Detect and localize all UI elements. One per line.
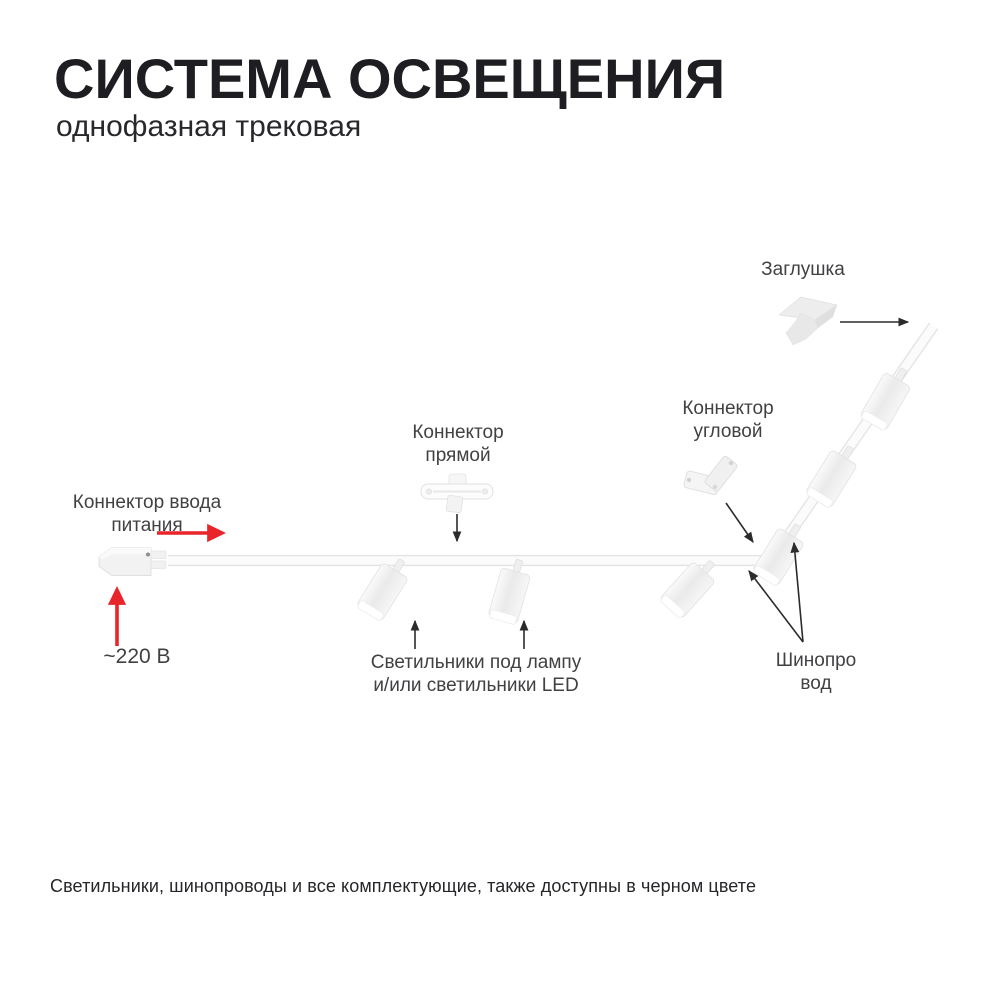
label-track bbox=[776, 649, 857, 695]
footer-note: Светильники, шинопроводы и все комплектующие, также доступны в черном цвете bbox=[50, 876, 757, 896]
label-straight-connector bbox=[412, 421, 503, 467]
label-corner-connector bbox=[682, 397, 773, 443]
track-busbar bbox=[168, 326, 934, 561]
straight-connector-component bbox=[421, 474, 493, 513]
page-subtitle: однофазная трековая bbox=[56, 110, 362, 143]
spotlight-6 bbox=[859, 362, 917, 432]
spotlight-2 bbox=[488, 556, 534, 625]
label-straight-connector-line2: прямой bbox=[425, 445, 491, 466]
label-lights-line2: и/или светильники LED bbox=[373, 675, 579, 696]
label-straight-connector-line1: Коннектор bbox=[412, 422, 504, 443]
power-connector-component bbox=[99, 548, 166, 576]
label-lights-line1: Светильники под лампу bbox=[370, 652, 582, 673]
label-lights bbox=[371, 651, 581, 697]
label-power-connector bbox=[73, 491, 221, 537]
arrow-corner-connector bbox=[726, 503, 753, 542]
label-track-line2: вод bbox=[800, 673, 832, 694]
endcap-component bbox=[779, 297, 837, 345]
label-power-connector-line1: Коннектор ввода bbox=[72, 492, 222, 513]
label-endcap: Заглушка bbox=[761, 259, 845, 280]
label-corner-connector-line2: угловой bbox=[693, 421, 763, 442]
label-track-line1: Шинопро bbox=[775, 650, 857, 671]
label-power-connector-line2: питания bbox=[111, 515, 183, 536]
label-voltage: ~220 В bbox=[103, 645, 171, 668]
corner-connector-component bbox=[683, 455, 738, 495]
arrow-track-diagonal bbox=[794, 543, 803, 642]
page-title: СИСТЕМА ОСВЕЩЕНИЯ bbox=[54, 47, 726, 110]
label-corner-connector-line1: Коннектор bbox=[682, 398, 774, 419]
spotlight-5 bbox=[805, 439, 864, 509]
spotlight-4 bbox=[752, 517, 811, 587]
